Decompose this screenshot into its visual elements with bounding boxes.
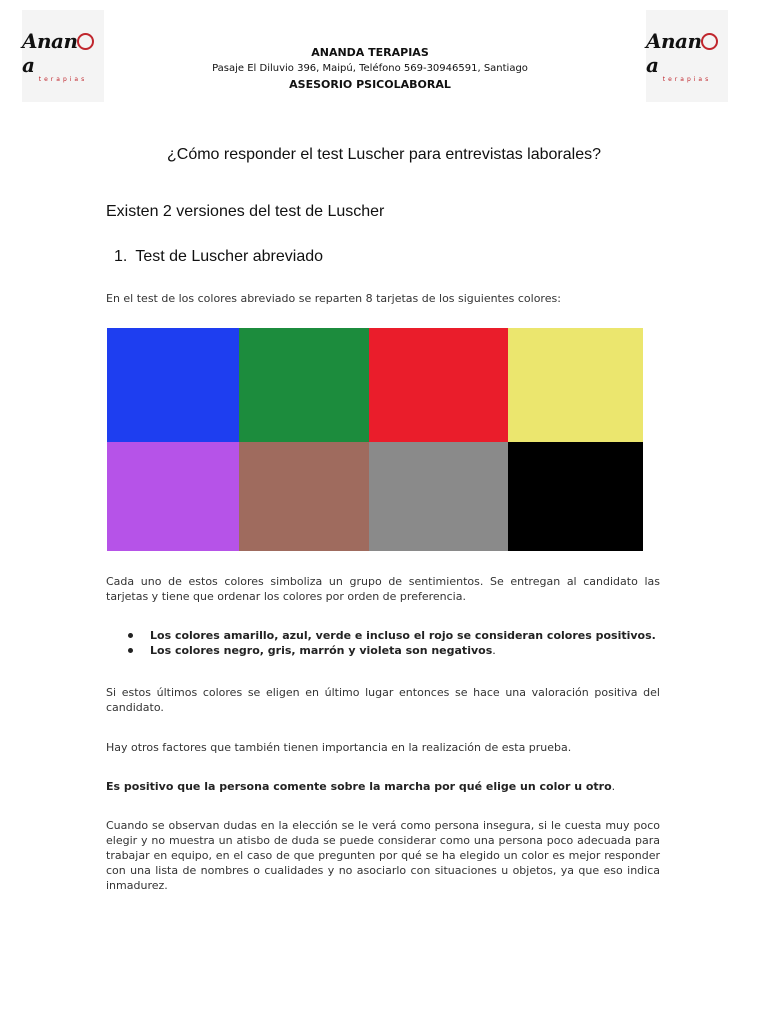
color-card-gray (369, 442, 508, 551)
logo-subtitle: terapias (662, 76, 712, 83)
ananda-logo-right (646, 10, 728, 102)
logo-subtitle: terapias (38, 76, 88, 83)
bullet-list (128, 628, 656, 658)
document-title: ¿Cómo responder el test Luscher para entrevistas laborales? (167, 146, 601, 163)
paragraph-factors: Hay otros factores que también tienen importancia en la realización de esta prueba. (106, 741, 572, 754)
logo-ring-icon (701, 33, 718, 50)
subsection-number: 1. (114, 248, 128, 265)
section-title: Existen 2 versiones del test de Luscher (106, 203, 385, 220)
color-card-yellow (508, 328, 643, 442)
company-department: ASESORIO PSICOLABORAL (289, 78, 451, 91)
color-cards-grid (107, 328, 643, 551)
bullet-icon (128, 648, 133, 653)
logo-wordmark: Anana (22, 29, 104, 77)
letterhead (120, 45, 620, 93)
color-card-brown (239, 442, 369, 551)
subsection-title (114, 248, 323, 266)
color-card-violet (107, 442, 239, 551)
positive-statement: Es positivo que la persona comente sobre la marcha por qué elige un color u otro (106, 780, 612, 793)
list-item: Los colores negro, gris, marrón y violeta son negativos . (128, 643, 656, 658)
color-card-red (369, 328, 508, 442)
intro-paragraph: En el test de los colores abreviado se reparten 8 tarjetas de los siguientes colores: (106, 292, 561, 305)
paragraph-meaning: Cada uno de estos colores simboliza un grupo de sentimientos. Se entregan al candidato las tarjetas y tiene que ordenar los colores por orden de preferencia. (106, 575, 660, 603)
bullet-icon (128, 633, 133, 638)
paragraph-doubts: Cuando se observan dudas en la elección se le verá como persona insegura, si le cuesta muy poco elegir y no muestra un atisbo de duda se puede considerar como una persona poco adecuada para trabajar en equipo, en el caso de que pregunten por qué se ha elegido un color es mejor responder con una lista de nombres o cualidades y no asociarlo con situaciones u objetos, ya que eso indica inmadurez. (106, 819, 660, 892)
subsection-label: Test de Luscher abreviado (135, 248, 324, 265)
color-card-black (508, 442, 643, 551)
paragraph-valuation: Si estos últimos colores se eligen en último lugar entonces se hace una valoración positiva del candidato. (106, 686, 660, 714)
ananda-logo-left (22, 10, 104, 102)
color-card-green (239, 328, 369, 442)
color-card-blue (107, 328, 239, 442)
company-address: Pasaje El Diluvio 396, Maipú, Teléfono 569-30946591, Santiago (212, 63, 528, 74)
logo-wordmark: Anana (646, 29, 728, 77)
list-item: Los colores amarillo, azul, verde e incluso el rojo se consideran colores positivos. (128, 628, 656, 643)
logo-ring-icon (77, 33, 94, 50)
company-name: ANANDA TERAPIAS (311, 46, 429, 59)
paragraph-positive: Es positivo que la persona comente sobre la marcha por qué elige un color u otro. (106, 780, 616, 793)
